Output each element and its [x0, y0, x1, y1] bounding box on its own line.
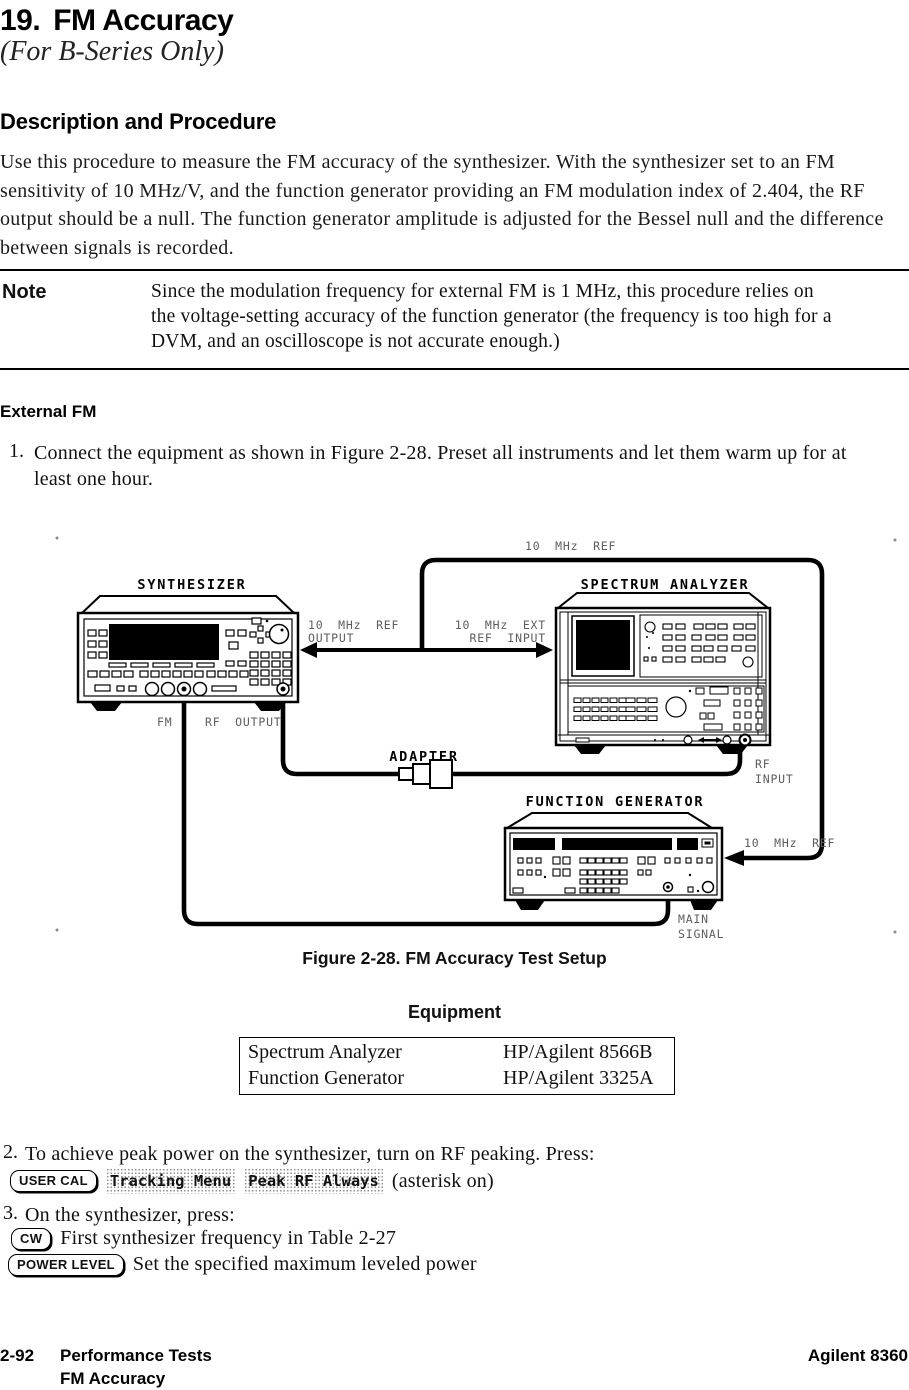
generator-ref-label: 10 MHz REF: [744, 836, 836, 850]
step3-cw-text: First synthesizer frequency in Table 2-27: [60, 1227, 397, 1249]
function-generator-drawing: [505, 813, 722, 910]
equipment-table: [239, 1037, 675, 1095]
note-label: Note: [2, 281, 47, 303]
cw-key: CW: [11, 1228, 51, 1250]
section-heading-description: Description and Procedure: [0, 109, 277, 134]
step3-number: 3.: [3, 1202, 18, 1224]
ext-ref-label-line2: REF INPUT: [469, 631, 546, 645]
footer-section: Performance Tests: [60, 1346, 212, 1365]
synthesizer-label: SYNTHESIZER: [137, 577, 247, 593]
equipment-row: [240, 1067, 674, 1090]
synthesizer-drawing: [78, 596, 298, 711]
rf-input-label-line2: INPUT: [755, 772, 794, 786]
note-text: Since the modulation frequency for external FM is 1 MHz, this procedure relies on the voltage-setting accuracy of the function generator (the frequency is too high for a DVM, and an oscilloscope is not accurate enough.): [151, 281, 832, 352]
step3-power-level-text: Set the specified maximum leveled power: [132, 1253, 477, 1275]
equipment-model: HP/Agilent 8566B: [503, 1041, 653, 1063]
user-cal-key: USER CAL: [10, 1170, 97, 1192]
step1-text: Connect the equipment as shown in Figure 2-28. Preset all instruments and let them warm up for at least one hour.: [34, 442, 847, 490]
ext-ref-label-line1: 10 MHz EXT: [454, 618, 546, 632]
page-title: [0, 4, 233, 38]
step3-cw-row: [11, 1227, 396, 1250]
fm-connector: [182, 687, 187, 692]
note-rule-bottom: [0, 368, 909, 370]
equipment-row: [240, 1041, 674, 1064]
step2-key-row: [10, 1168, 494, 1194]
main-signal-label-line2: SIGNAL: [678, 927, 725, 941]
equipment-model: HP/Agilent 3325A: [503, 1067, 654, 1089]
description-paragraph: Use this procedure to measure the FM accuracy of the synthesizer. With the synthesizer set to an FM sensitivity of 10 MHz/V, and the function generator providing an FM modulation index of 2.404, the RF output should be a null. The function generator amplitude is adjusted for the Bessel null and the difference between signals is recorded.: [0, 151, 884, 259]
generator-feet: [515, 900, 718, 910]
top-ref-label: 10 MHz REF: [525, 539, 617, 553]
synthesizer-knob: [270, 625, 289, 644]
tracking-menu-softkey: Tracking Menu: [106, 1168, 235, 1194]
rf-output-label: RF OUTPUT: [205, 715, 282, 729]
figure-test-setup-diagram: [0, 530, 909, 945]
synthesizer-feet: [90, 702, 286, 711]
step1-number: 1.: [9, 440, 24, 462]
note-rule-top: [0, 269, 909, 271]
peak-rf-always-softkey: Peak RF Always: [244, 1168, 383, 1194]
arrow-into-generator: [724, 850, 744, 866]
spectrum-analyzer-drawing: [556, 593, 770, 754]
step2-suffix: (asterisk on): [391, 1169, 494, 1192]
step3-power-level-row: [8, 1253, 477, 1276]
figure-caption: Figure 2-28. FM Accuracy Test Setup: [302, 948, 607, 968]
generator-display-left: [513, 838, 555, 850]
analyzer-feet: [574, 745, 748, 754]
footer-product: Agilent 8360: [807, 1346, 908, 1365]
chapter-title: FM Accuracy: [53, 4, 234, 37]
step3-text: On the synthesizer, press:: [25, 1204, 235, 1226]
ref-output-label-line2: OUTPUT: [308, 631, 355, 645]
step2-number: 2.: [3, 1141, 18, 1163]
synthesizer-display: [109, 624, 219, 660]
chapter-number: 19.: [0, 4, 41, 37]
adapter-label: ADAPTER: [389, 749, 459, 765]
footer-subsection: FM Accuracy: [60, 1369, 166, 1388]
analyzer-knob: [666, 697, 686, 717]
power-level-key: POWER LEVEL: [8, 1254, 124, 1276]
step2-text: To achieve peak power on the synthesizer, turn on RF peaking. Press:: [25, 1143, 595, 1165]
page-subtitle: (For B-Series Only): [0, 36, 224, 67]
equipment-item: Spectrum Analyzer: [248, 1041, 402, 1063]
analyzer-crt-screen: [576, 620, 630, 670]
rf-input-label-line1: RF: [755, 757, 771, 771]
generator-display-main: [562, 838, 672, 850]
equipment-heading: Equipment: [408, 1002, 501, 1022]
equipment-item: Function Generator: [248, 1067, 405, 1089]
section-heading-external-fm: External FM: [0, 402, 97, 421]
ref-output-label-line1: 10 MHz REF: [308, 618, 400, 632]
main-signal-label-line1: MAIN: [678, 912, 709, 926]
function-generator-label: FUNCTION GENERATOR: [525, 794, 705, 810]
footer-page-number: 2-92: [0, 1346, 35, 1365]
spectrum-analyzer-label: SPECTRUM ANALYZER: [580, 577, 750, 593]
fm-label: FM: [157, 715, 173, 729]
